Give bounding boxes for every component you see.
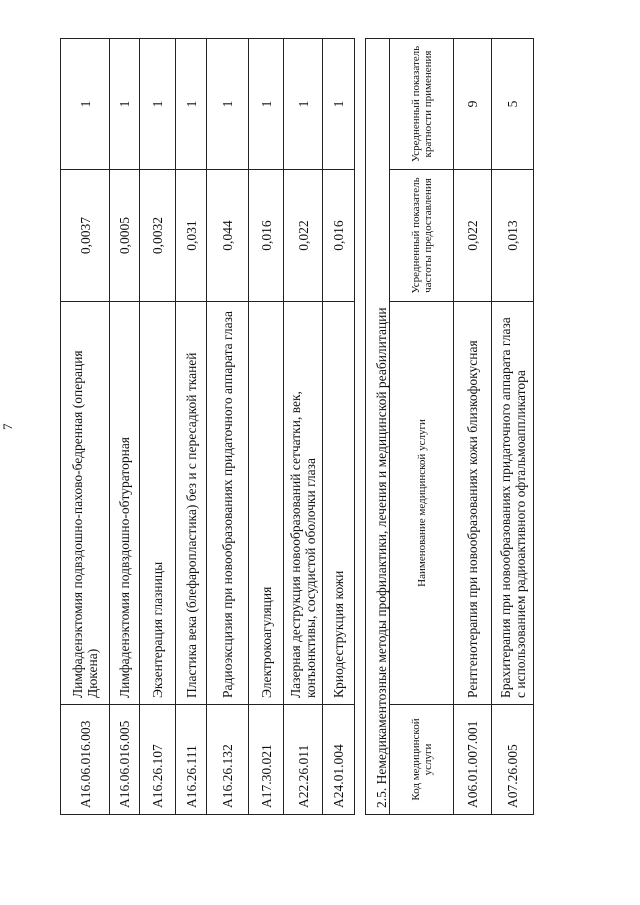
service-code: A16.06.016.005 — [110, 705, 140, 815]
service-code: A06.01.007.001 — [454, 705, 492, 815]
service-code: A22.26.011 — [284, 705, 323, 815]
service-name: Лимфаденэктомия подвздошно-пахово-бедренная (операция Дюкена) — [61, 302, 110, 705]
service-code: A16.26.111 — [176, 705, 207, 815]
table-row — [323, 39, 355, 815]
service-code: A17.30.021 — [249, 705, 284, 815]
service-name: Рентгенотерапия при новообразованиях кожи близкофокусная — [454, 302, 492, 705]
frequency-value: 0,016 — [323, 170, 355, 302]
multiplicity-value: 1 — [249, 39, 284, 170]
service-name: Экзентерация глазницы — [140, 302, 176, 705]
frequency-value: 0,0032 — [140, 170, 176, 302]
header-code: Код медицинской услуги — [390, 705, 454, 815]
section-title-row — [366, 39, 390, 815]
table-header-row — [390, 39, 454, 815]
multiplicity-value: 1 — [323, 39, 355, 170]
multiplicity-value: 1 — [207, 39, 249, 170]
table-row — [492, 39, 534, 815]
table-row — [176, 39, 207, 815]
service-name: Криодеструкция кожи — [323, 302, 355, 705]
service-code: A16.26.107 — [140, 705, 176, 815]
table-row — [140, 39, 176, 815]
service-code: A16.26.132 — [207, 705, 249, 815]
table-row — [61, 39, 110, 815]
service-code: A24.01.004 — [323, 705, 355, 815]
service-code: A07.26.005 — [492, 705, 534, 815]
service-name: Лимфаденэктомия подвздошно-обтураторная — [110, 302, 140, 705]
frequency-value: 0,0005 — [110, 170, 140, 302]
multiplicity-value: 1 — [61, 39, 110, 170]
multiplicity-value: 1 — [176, 39, 207, 170]
multiplicity-value: 1 — [284, 39, 323, 170]
service-name: Радиоэксцизия при новообразованиях придаточного аппарата глаза — [207, 302, 249, 705]
service-name: Пластика века (блефаропластика) без и с пересадкой тканей — [176, 302, 207, 705]
table-row — [454, 39, 492, 815]
frequency-value: 0,022 — [284, 170, 323, 302]
table-row — [249, 39, 284, 815]
multiplicity-value: 1 — [140, 39, 176, 170]
service-name: Электрокоагуляция — [249, 302, 284, 705]
header-frequency: Усредненный показатель частоты предоставления — [390, 170, 454, 302]
service-code: A16.06.016.003 — [61, 705, 110, 815]
service-name: Лазерная деструкция новообразований сетчатки, век, конъюнктивы, сосудистой оболочки глаза — [284, 302, 323, 705]
nonmedication-methods-table — [365, 38, 534, 815]
section-title: 2.5. Немедикаментозные методы профилактики, лечения и медицинской реабилитации — [366, 39, 390, 815]
frequency-value: 0,013 — [492, 170, 534, 302]
frequency-value: 0,031 — [176, 170, 207, 302]
frequency-value: 0,022 — [454, 170, 492, 302]
frequency-value: 0,016 — [249, 170, 284, 302]
multiplicity-value: 1 — [110, 39, 140, 170]
page-number: 7 — [0, 423, 15, 430]
multiplicity-value: 9 — [454, 39, 492, 170]
multiplicity-value: 5 — [492, 39, 534, 170]
service-name: Брахитерапия при новообразованиях придаточного аппарата глаза с использованием радиоактивного офтальмоаппликатора — [492, 302, 534, 705]
table-row — [110, 39, 140, 815]
header-multiplicity: Усредненный показатель кратности применения — [390, 39, 454, 170]
table-row — [207, 39, 249, 815]
services-table-continued — [60, 38, 355, 815]
header-name: Наименование медицинской услуги — [390, 302, 454, 705]
table-row — [284, 39, 323, 815]
frequency-value: 0,044 — [207, 170, 249, 302]
frequency-value: 0,0037 — [61, 170, 110, 302]
